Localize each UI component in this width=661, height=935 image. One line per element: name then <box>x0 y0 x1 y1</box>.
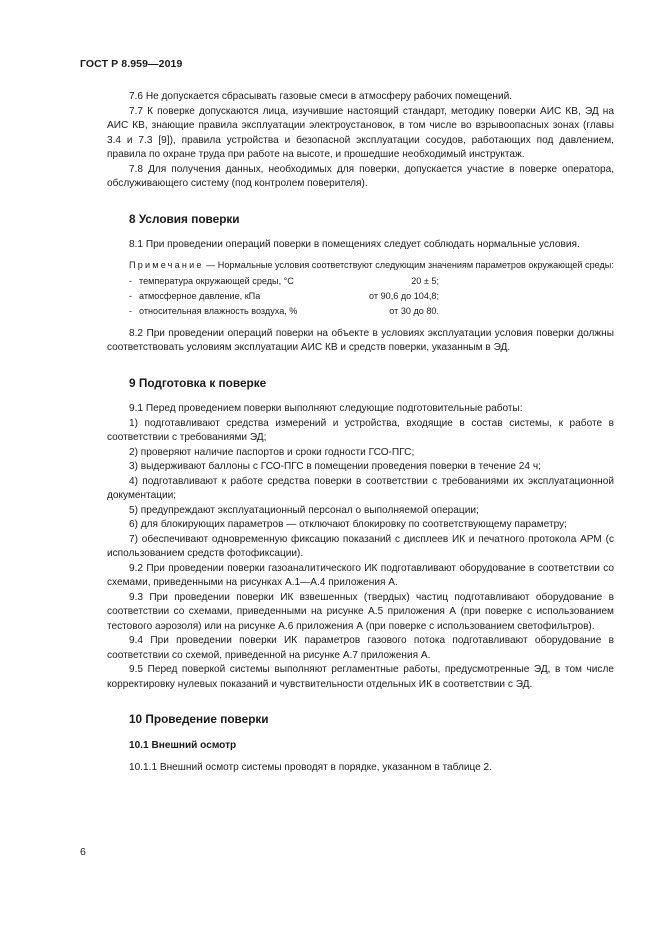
paragraph-8-1: 8.1 При проведении операций поверки в помещениях следует соблюдать нормальные условия. <box>129 239 580 250</box>
document-body <box>107 90 614 776</box>
note-normal-conditions <box>107 259 614 272</box>
list-item-6: 6) для блокирующих параметров — отключают блокировку по соответствующему параметру; <box>129 519 567 530</box>
conditions-list <box>107 274 614 319</box>
paragraph-9-2: 9.2 При проведении поверки газоаналитического ИК подготавливают оборудование в соответствии со схемами, приведенными на рисунках А.1—А.4 приложения А. <box>107 562 614 588</box>
paragraph-7-6: 7.6 Не допускается сбрасывать газовые смеси в атмосферу рабочих помещений. <box>129 91 513 102</box>
condition-row <box>107 304 614 319</box>
condition-dash: - <box>129 275 133 286</box>
document-code-header: ГОСТ Р 8.959—2019 <box>80 58 183 70</box>
condition-value: от 90,6 до 104,8; <box>369 290 439 301</box>
list-item-2: 2) проверяют наличие паспортов и сроки годности ГСО-ПГС; <box>129 446 415 458</box>
list-item-5: 5) предупреждают эксплуатационный персонал о выполняемой операции; <box>129 504 479 516</box>
list-item-3: 3) выдерживают баллоны с ГСО-ПГС в помещении проведения поверки в течение 24 ч; <box>129 461 541 472</box>
note-text: — Нормальные условия соответствуют следующим значениям параметров окружающей среды: <box>203 259 614 270</box>
page-number: 6 <box>80 846 86 858</box>
paragraph-7-7: 7.7 К поверке допускаются лица, изучившие настоящий стандарт, методику поверки АИС КВ, ЭД на АИС КВ, знающие правила эксплуатации электроустановок, в том числе во взрывоопасных зонах (главы 3.4 и 7.3 [9]), правила устройства и безопасной эксплуатации сосудов, работающих под давлением, правила по охране труда при работе на высоте, и прошедшие необходимый инструктаж. <box>107 105 614 160</box>
condition-row <box>107 289 614 304</box>
paragraph-9-1: 9.1 Перед проведением поверки выполняют следующие подготовительные работы: <box>129 403 523 414</box>
condition-dash: - <box>129 290 133 301</box>
section-9-title: 9 Подготовка к поверке <box>129 375 267 390</box>
list-item-1: 1) подготавливают средства измерений и устройства, входящие в состав системы, к работе в соответствии с требованиями ЭД; <box>107 417 614 443</box>
condition-label: температура окружающей среды, °С <box>139 275 294 286</box>
list-item-4: 4) подготавливают к работе средства поверки в соответствии с требованиями их эксплуатационной документации; <box>107 475 614 501</box>
condition-label: относительная влажность воздуха, % <box>139 305 298 316</box>
condition-label: атмосферное давление, кПа <box>139 290 261 301</box>
note-label: Примечание <box>129 259 204 270</box>
condition-value: от 30 до 80. <box>389 305 439 316</box>
paragraph-9-3: 9.3 При проведении поверки ИК взвешенных (твердых) частиц подготавливают оборудование в соответствии со схемами, приведенными на рисунке А.5 приложения А (при поверке с использованием тестового аэрозоля) или на рисунке А.6 приложения А (при поверке с использованием светофильтров). <box>107 591 614 632</box>
paragraph-9-4: 9.4 При проведении поверки ИК параметров газового потока подготавливают оборудование в соответствии со схемой, приведенной на рисунке А.7 приложения А. <box>107 635 614 661</box>
paragraph-9-5: 9.5 Перед поверкой системы выполняют регламентные работы, предусмотренные ЭД, в том числе корректировку нулевых показаний и чувствительности отдельных ИК в соответствии с ЭД. <box>107 664 614 690</box>
paragraph-7-8: 7.8 Для получения данных, необходимых для поверки, допускается участие в поверке оператора, обслуживающего систему (под контролем поверителя). <box>107 163 614 189</box>
paragraph-8-2: 8.2 При проведении операций поверки на объекте в условиях эксплуатации условия поверки должны соответствовать условиям эксплуатации АИС КВ и средств поверки, указанным в ЭД. <box>107 327 614 353</box>
section-10-title: 10 Проведение поверки <box>129 712 269 726</box>
list-item-7: 7) обеспечивают одновременную фиксацию показаний с дисплеев ИК и печатного протокола АРМ (с использованием средств фотофиксации). <box>107 533 614 559</box>
paragraph-10-1-1: 10.1.1 Внешний осмотр системы проводят в порядке, указанном в таблице 2. <box>129 762 492 773</box>
condition-dash: - <box>129 305 133 316</box>
condition-value: 20 ± 5; <box>411 275 439 286</box>
section-8-title: 8 Условия поверки <box>129 211 240 226</box>
condition-row <box>107 274 614 289</box>
subsection-10-1-title: 10.1 Внешний осмотр <box>129 739 237 751</box>
